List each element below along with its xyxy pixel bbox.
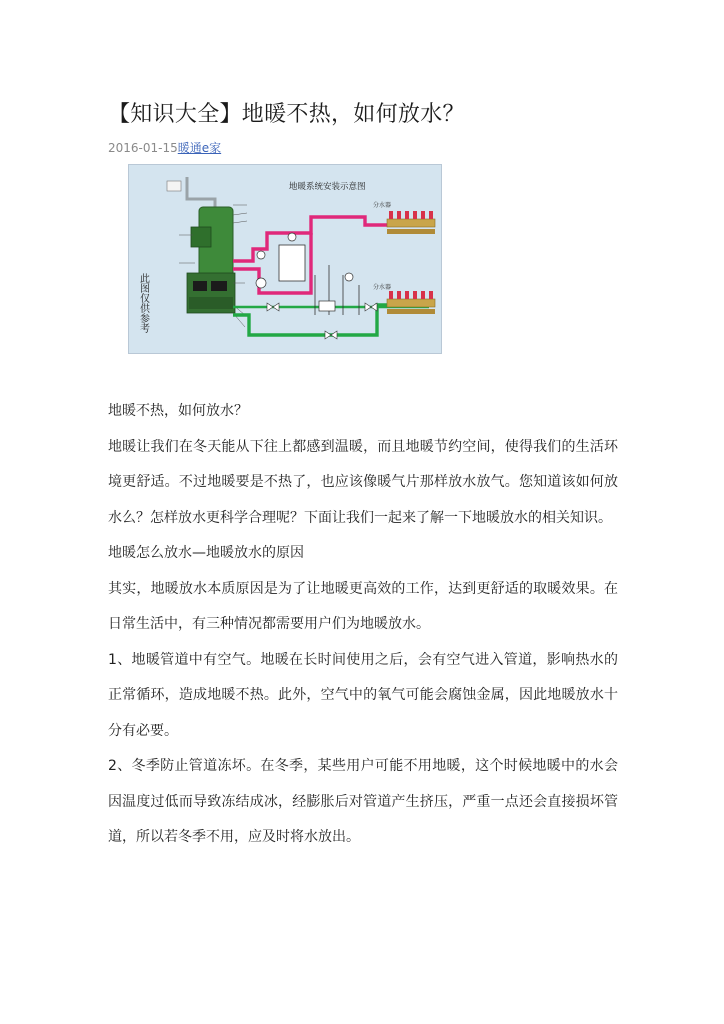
publish-date: 2016-01-15 [108, 141, 178, 155]
valve-icon [257, 251, 265, 259]
manifold-top-valves [389, 211, 433, 219]
author-link[interactable]: 暖通e家 [177, 141, 222, 155]
article [108, 98, 618, 856]
filter-box [319, 301, 335, 311]
paragraph-3: 地暖怎么放水—地暖放水的原因 [108, 545, 304, 561]
floor-heating-diagram [128, 164, 442, 354]
boiler-panel [191, 227, 211, 247]
manifold-top [387, 219, 435, 227]
paragraph-4: 其实，地暖放水本质原因是为了让地暖更高效的工作，达到更舒适的取暖效果。在日常生活中，有三种情况都需要用户们为地暖放水。 [108, 580, 618, 632]
paragraph-2: 地暖让我们在冬天能从下往上都感到温暖，而且地暖节约空间，使得我们的生活环境更舒适。不过地暖要是不热了，也应该像暖气片那样放水放气。您知道该如何放水么？怎样放水更科学合理呢？下面让我们一起来了解一下地暖放水的相关知识。 [108, 438, 618, 526]
flue-cap [167, 181, 181, 191]
pressure-gauge [288, 233, 296, 241]
manifold-bottom [387, 299, 435, 307]
boiler-door [193, 281, 207, 291]
flue-pipe [187, 177, 215, 209]
pump-icon [256, 278, 266, 288]
control-box [279, 245, 305, 281]
manifold-bottom-valves [389, 291, 433, 299]
manifold-top-label: 分水器 [373, 202, 392, 209]
manifold-bottom-lower [387, 309, 435, 314]
diagram-title: 地暖系统安装示意图 [289, 182, 366, 192]
article-meta [108, 140, 618, 156]
diagram-side-note: 此图仅供参考 [137, 273, 149, 333]
manifold-bottom-label: 分水器 [373, 284, 392, 291]
manifold-top-lower [387, 229, 435, 234]
article-body [108, 394, 618, 856]
paragraph-5: 1、地暖管道中有空气。地暖在长时间使用之后，会有空气进入管道，影响热水的正常循环，造成地暖不热。此外，空气中的氧气可能会腐蚀金属，因此地暖放水十分有必要。 [108, 651, 618, 739]
paragraph-1: 地暖不热，如何放水？ [108, 403, 248, 419]
diagram-svg [129, 165, 441, 353]
boiler-ash-tray [189, 297, 233, 309]
page-title: 【知识大全】地暖不热，如何放水？ [108, 102, 465, 127]
gauge-2 [345, 273, 353, 281]
boiler-door-2 [211, 281, 227, 291]
paragraph-6: 2、冬季防止管道冻坏。在冬季，某些用户可能不用地暖，这个时候地暖中的水会因温度过低而导致冻结成冰，经膨胀后对管道产生挤压，严重一点还会直接损坏管道，所以若冬季不用，应及时将水放出。 [108, 758, 618, 845]
